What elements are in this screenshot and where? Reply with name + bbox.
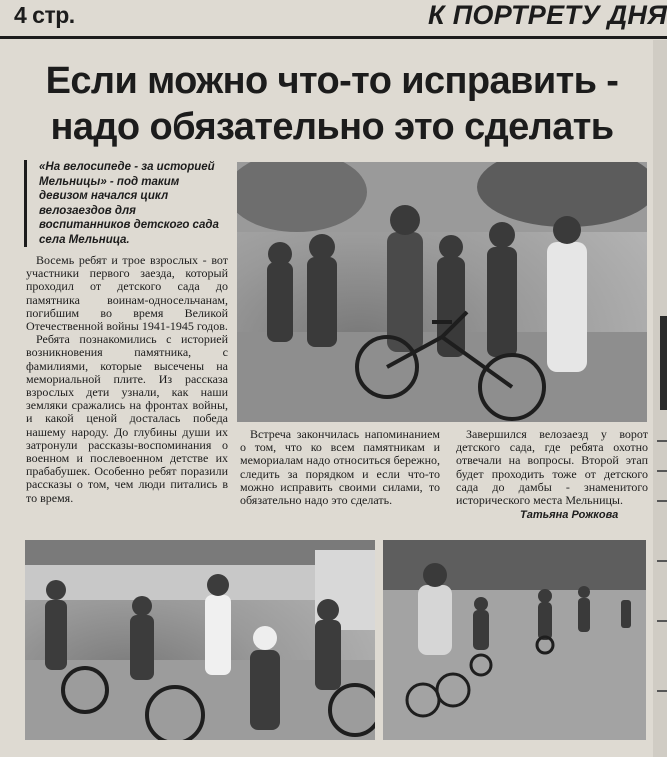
photo-scene xyxy=(383,540,646,740)
rubric-title: К ПОРТРЕТУ ДНЯ xyxy=(428,0,667,30)
paragraph: Ребята познакомились с историей возникновения памятника, с фамилиями, которые высечены на мемориальной плите. Из рассказа взрослых дети узнали, как наши земляки сражались на фронтах войны, и какой ценой досталась победа нашему народу. До глубины души их затронули рассказы-воспоминания о военном и послевоенном детстве их прабабушек. Особенно ребят поразили рассказы о том, чем люди питались в то время. xyxy=(26,332,228,505)
paragraph: Встреча закончилась напоминанием о том, что ко всем памятникам и мемориалам надо относиться бережно, следить за порядком и если что-то можно исправить своими силами, то обязательно надо это сделать. xyxy=(240,427,440,508)
adjacent-text-line xyxy=(657,440,667,442)
adjacent-text-line xyxy=(657,690,667,692)
article-headline: Если можно что-то исправить - надо обязательно это сделать xyxy=(45,60,619,148)
photo-children-with-bicycles xyxy=(237,162,647,422)
article-author: Татьяна Рожкова xyxy=(520,509,619,521)
paragraph: Завершился велозаезд у ворот детского сада, где ребята охотно отвечали на вопросы. Второй этап будет проходить тоже от детского сада до дамбы - знаменитого исторического места Мельницы. xyxy=(456,427,648,508)
photo-scene xyxy=(237,162,647,422)
adjacent-text-line xyxy=(657,620,667,622)
adjacent-text-line xyxy=(657,470,667,472)
article-column-right xyxy=(456,428,648,507)
page-number: 4 стр. xyxy=(14,2,75,28)
article-column-left xyxy=(26,254,228,505)
article-column-middle xyxy=(240,428,440,507)
photo-cycling-on-road xyxy=(383,540,646,740)
adjacent-heading-block xyxy=(660,316,667,410)
adjacent-text-line xyxy=(657,500,667,502)
header-rule xyxy=(0,36,667,39)
article-lead: «На велосипеде - за историей Мельницы» - под таким девизом начался цикл велозаездов для воспитанников детского сада села Мельница. xyxy=(24,160,230,247)
photo-children-bicycles-yard xyxy=(25,540,375,740)
paragraph: Восемь ребят и трое взрослых - вот участники первого заезда, который проходил от детского сада до памятника воинам-односельчанам, погибшим во время Великой Отечественной войны 1941-1945 годов. xyxy=(26,253,228,334)
adjacent-text-line xyxy=(657,560,667,562)
photo-scene xyxy=(25,540,375,740)
